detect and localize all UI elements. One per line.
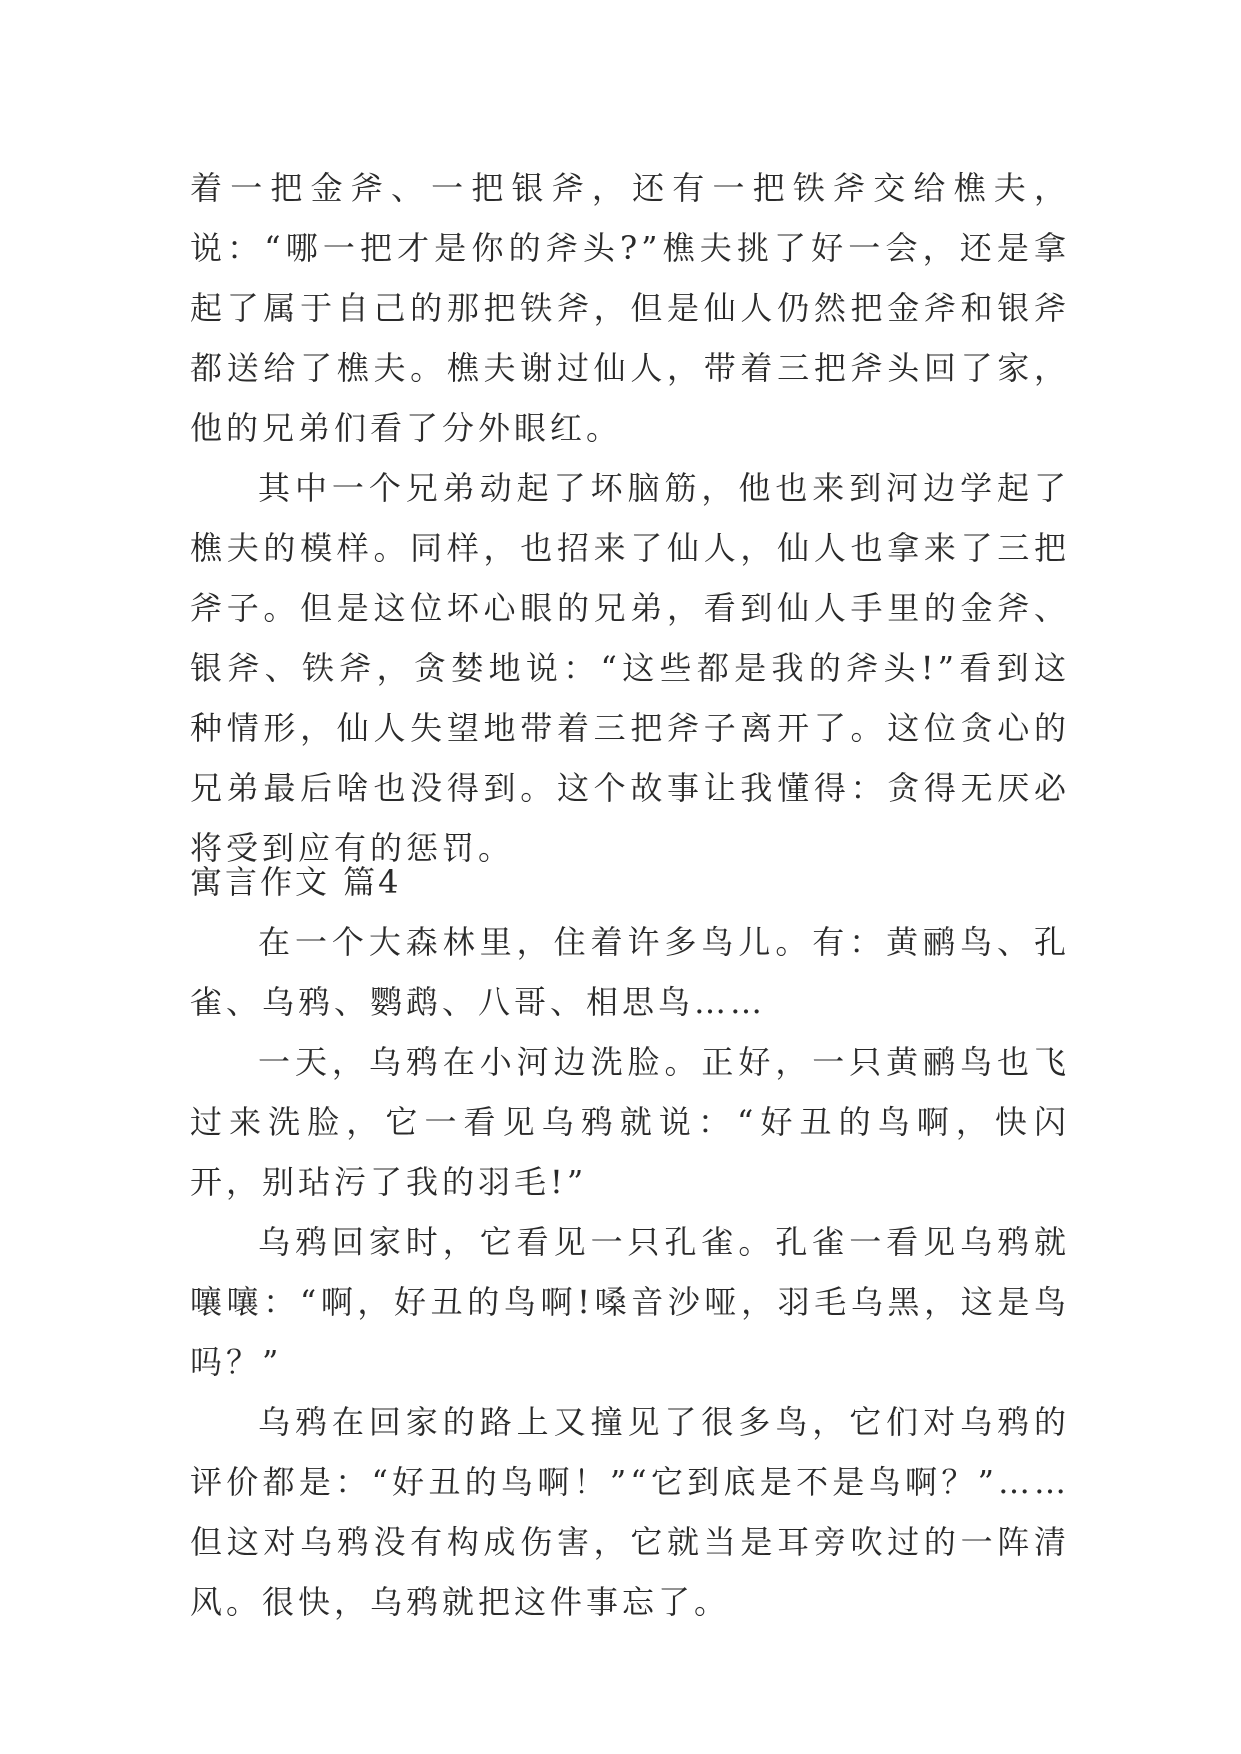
paragraph-peacock-meeting: 乌鸦回家时，它看见一只孔雀。孔雀一看见乌鸦就嚷嚷：“啊，好丑的鸟啊!嗓音沙哑，羽毛乌黑，这是鸟吗？” bbox=[190, 1223, 1070, 1381]
paragraph-crow-indifference: 乌鸦在回家的路上又撞见了很多鸟，它们对乌鸦的评价都是：“好丑的鸟啊！”“它到底是不是鸟啊？”……但这对乌鸦没有构成伤害，它就当是耳旁吹过的一阵清风。很快，乌鸦就把这件事忘了。 bbox=[190, 1403, 1070, 1621]
paragraph-axe-choice: 着一把金斧、一把银斧，还有一把铁斧交给樵夫，说：“哪一把才是你的斧头?”樵夫挑了好一会，还是拿起了属于自己的那把铁斧，但是仙人仍然把金斧和银斧都送给了樵夫。樵夫谢过仙人，带着三把斧头回了家，他的兄弟们看了分外眼红。 bbox=[190, 169, 1070, 447]
story-continuation bbox=[190, 158, 1070, 878]
paragraph-forest-birds: 在一个大森林里，住着许多鸟儿。有：黄鹂鸟、孔雀、乌鸦、鹦鹉、八哥、相思鸟…… bbox=[190, 923, 1070, 1021]
section-heading: 寓言作文 篇4 bbox=[190, 863, 402, 901]
paragraph-greedy-brother: 其中一个兄弟动起了坏脑筋，他也来到河边学起了樵夫的模样。同样，也招来了仙人，仙人也拿来了三把斧子。但是这位坏心眼的兄弟，看到仙人手里的金斧、银斧、铁斧，贪婪地说：“这些都是我的斧头!”看到这种情形，仙人失望地带着三把斧子离开了。这位贪心的兄弟最后啥也没得到。这个故事让我懂得：贪得无厌必将受到应有的惩罚。 bbox=[190, 469, 1070, 867]
fable-crow-story bbox=[190, 912, 1070, 1632]
paragraph-oriole-meeting: 一天，乌鸦在小河边洗脸。正好，一只黄鹂鸟也飞过来洗脸，它一看见乌鸦就说：“好丑的鸟啊，快闪开，别玷污了我的羽毛!” bbox=[190, 1043, 1070, 1201]
